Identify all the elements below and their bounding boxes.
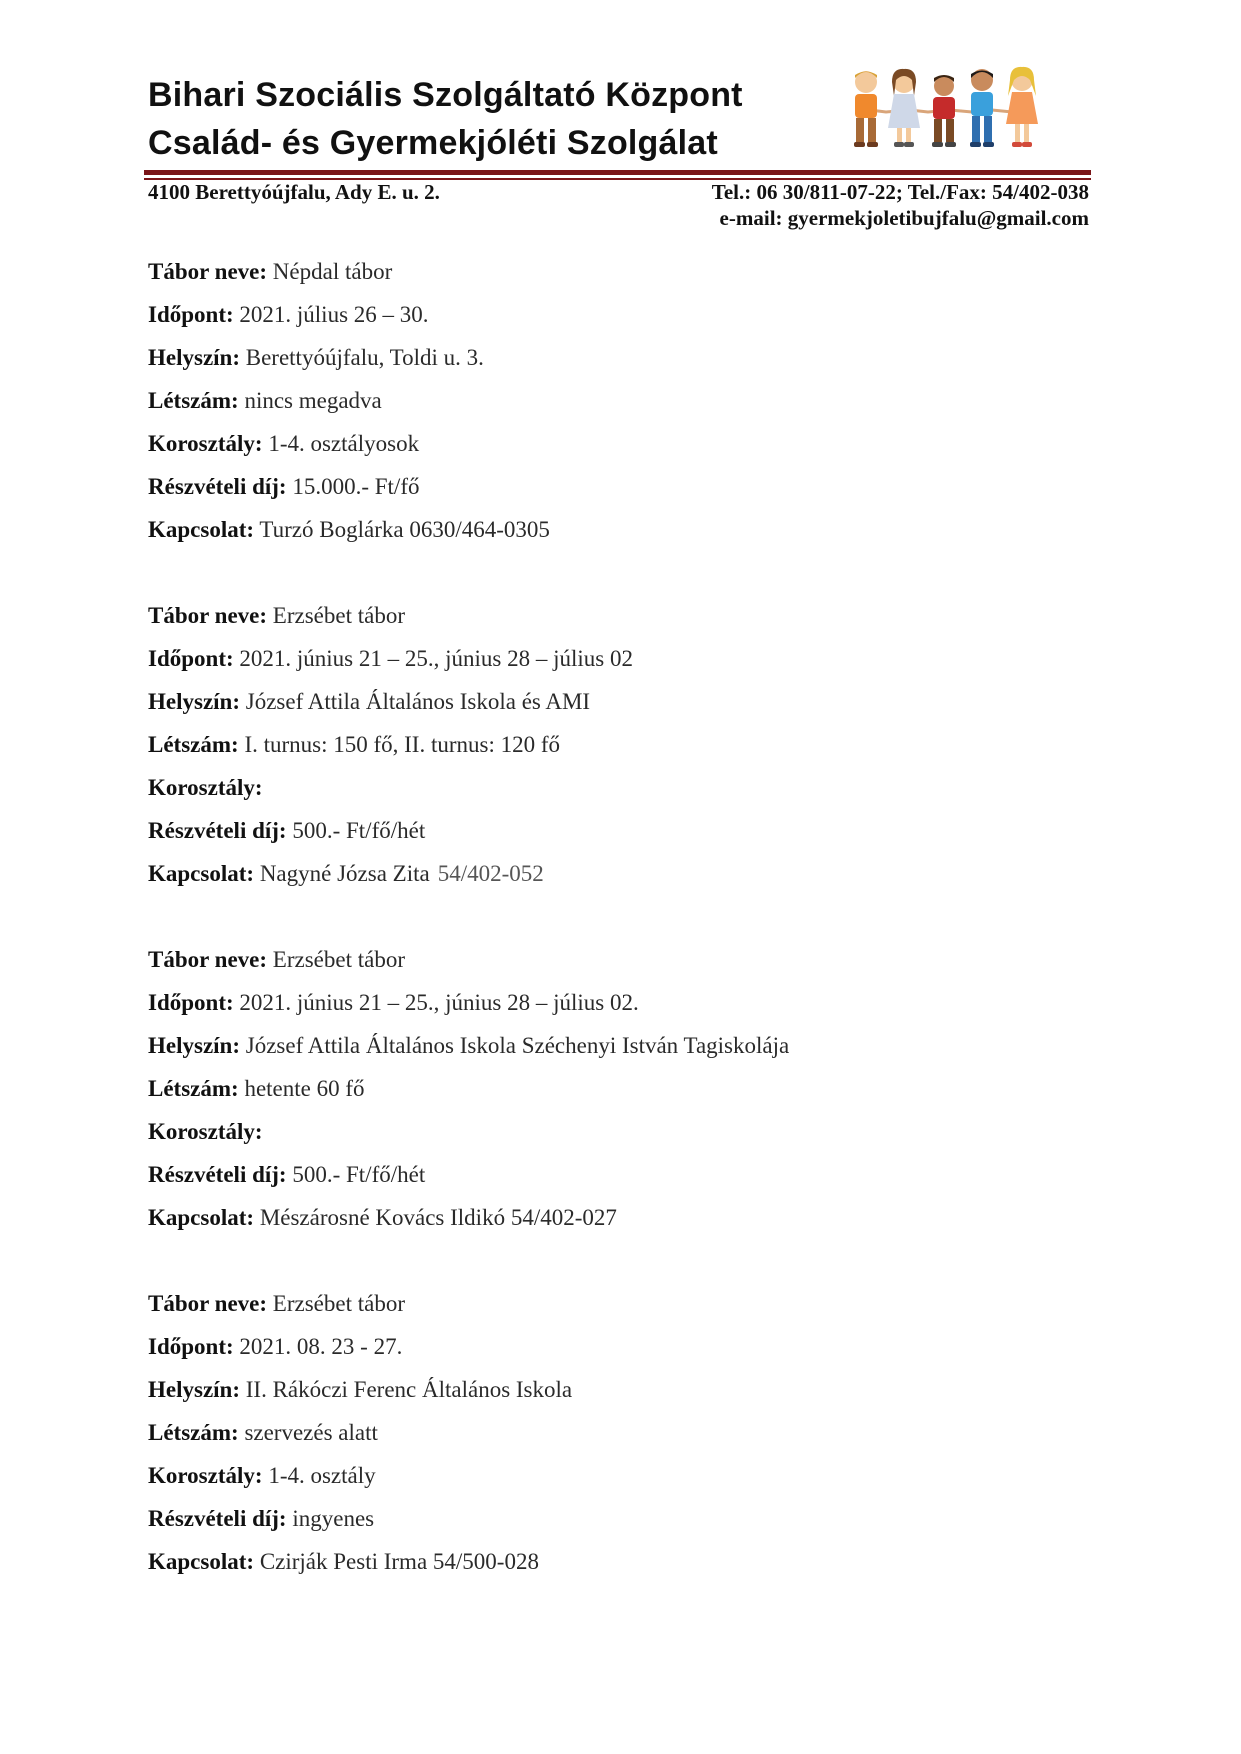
camp-headcount: nincs megadva [244, 388, 382, 413]
camp-entry [148, 938, 1108, 1239]
camp-date-row: Időpont: 2021. június 21 – 25., június 28 – július 02. [148, 990, 639, 1015]
camp-entry [148, 250, 1108, 551]
camp-name: Erzsébet tábor [272, 603, 405, 628]
camp-contact: Mészárosné Kovács Ildikó 54/402-027 [259, 1205, 617, 1230]
camp-name-row: Tábor neve: Erzsébet tábor [148, 947, 405, 972]
camp-contact: Czirják Pesti Irma 54/500-028 [259, 1549, 539, 1574]
camp-date-row: Időpont: 2021. 08. 23 - 27. [148, 1334, 403, 1359]
camp-entry [148, 1282, 1108, 1583]
camp-age-row: Korosztály: [148, 775, 263, 800]
camp-age-row: Korosztály: 1-4. osztály [148, 1463, 376, 1488]
org-department: Család- és Gyermekjóléti Szolgálat [148, 124, 718, 162]
camp-fee: 500.- Ft/fő/hét [292, 1162, 426, 1187]
camp-headcount: hetente 60 fő [244, 1076, 365, 1101]
camp-contact-row: Kapcsolat: Turzó Boglárka 0630/464-0305 [148, 517, 550, 542]
camp-entry [148, 594, 1108, 895]
camp-date: 2021. 08. 23 - 27. [239, 1334, 403, 1359]
camp-date: 2021. július 26 – 30. [239, 302, 429, 327]
camp-headcount-row: Létszám: nincs megadva [148, 388, 382, 413]
camp-contact: Nagyné Józsa Zita [259, 861, 430, 886]
camp-name: Népdal tábor [272, 259, 393, 284]
camp-contact-row: Kapcsolat: Mészárosné Kovács Ildikó 54/402-027 [148, 1205, 617, 1230]
camp-fee-row: Részvételi díj: 500.- Ft/fő/hét [148, 818, 426, 843]
camp-headcount: I. turnus: 150 fő, II. turnus: 120 fő [244, 732, 561, 757]
camp-place: Berettyóújfalu, Toldi u. 3. [245, 345, 484, 370]
org-name: Bihari Szociális Szolgáltató Központ [148, 76, 743, 114]
camp-headcount-row: Létszám: I. turnus: 150 fő, II. turnus: 120 fő [148, 732, 561, 757]
camp-fee-row: Részvételi díj: 500.- Ft/fő/hét [148, 1162, 426, 1187]
camp-contact-phone: 54/402-052 [437, 861, 544, 886]
camp-headcount-row: Létszám: hetente 60 fő [148, 1076, 365, 1101]
camp-contact: Turzó Boglárka 0630/464-0305 [259, 517, 550, 542]
camp-name: Erzsébet tábor [272, 1291, 405, 1316]
camp-fee-row: Részvételi díj: ingyenes [148, 1506, 375, 1531]
org-address: 4100 Berettyóújfalu, Ady E. u. 2. [148, 180, 440, 204]
camp-contact-row: Kapcsolat: Nagyné Józsa Zita 54/402-052 [148, 861, 544, 886]
camp-name-row: Tábor neve: Erzsébet tábor [148, 603, 405, 628]
camp-age: 1-4. osztály [268, 1463, 376, 1488]
header-rule [144, 170, 1091, 175]
camp-place-row: Helyszín: II. Rákóczi Ferenc Általános Iskola [148, 1377, 573, 1402]
camp-place-row: Helyszín: József Attila Általános Iskola és AMI [148, 689, 591, 714]
camp-contact-row: Kapcsolat: Czirják Pesti Irma 54/500-028 [148, 1549, 539, 1574]
camp-name-row: Tábor neve: Népdal tábor [148, 259, 393, 284]
camp-age-row: Korosztály: [148, 1119, 263, 1144]
camp-place-row: Helyszín: József Attila Általános Iskola Széchenyi István Tagiskolája [148, 1033, 790, 1058]
camp-date: 2021. június 21 – 25., június 28 – július 02 [239, 646, 633, 671]
camp-headcount-row: Létszám: szervezés alatt [148, 1420, 378, 1445]
camp-date-row: Időpont: 2021. július 26 – 30. [148, 302, 429, 327]
camp-fee: 500.- Ft/fő/hét [292, 818, 426, 843]
camp-name-row: Tábor neve: Erzsébet tábor [148, 1291, 405, 1316]
children-holding-hands-icon [846, 66, 1052, 154]
camp-headcount: szervezés alatt [244, 1420, 378, 1445]
camp-age-row: Korosztály: 1-4. osztályosok [148, 431, 420, 456]
org-email: e-mail: gyermekjoletibujfalu@gmail.com [719, 206, 1089, 230]
camp-place-row: Helyszín: Berettyóújfalu, Toldi u. 3. [148, 345, 484, 370]
camp-place: József Attila Általános Iskola és AMI [245, 689, 591, 714]
org-phone: Tel.: 06 30/811-07-22; Tel./Fax: 54/402-038 [711, 180, 1089, 204]
camp-name: Erzsébet tábor [272, 947, 405, 972]
camp-fee: 15.000.- Ft/fő [292, 474, 420, 499]
camp-age: 1-4. osztályosok [268, 431, 420, 456]
camp-fee: ingyenes [292, 1506, 375, 1531]
camp-date: 2021. június 21 – 25., június 28 – július 02. [239, 990, 639, 1015]
camp-fee-row: Részvételi díj: 15.000.- Ft/fő [148, 474, 420, 499]
camp-place: II. Rákóczi Ferenc Általános Iskola [245, 1377, 573, 1402]
camp-place: József Attila Általános Iskola Széchenyi István Tagiskolája [245, 1033, 790, 1058]
camp-date-row: Időpont: 2021. június 21 – 25., június 28 – július 02 [148, 646, 633, 671]
